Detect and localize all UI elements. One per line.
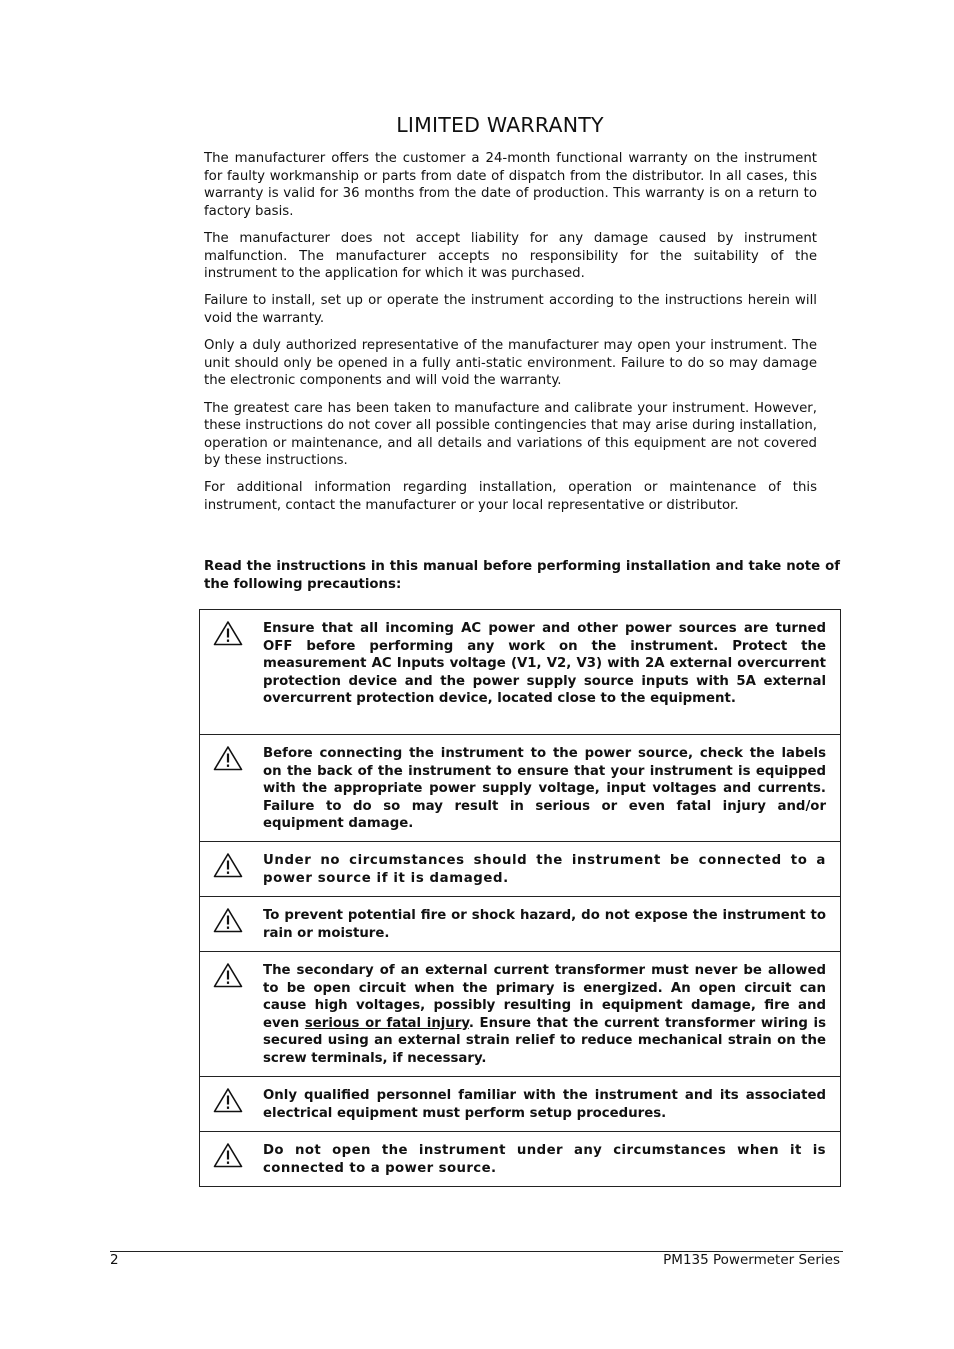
warranty-paragraph: The greatest care has been taken to manufacture and calibrate your instrument. However, these instructions do not cover all possible contingencies that may arise during installation, operation or maintenance, and all details and variations of this equipment are not covered by these instructions. [204, 400, 817, 469]
warning-row [200, 897, 841, 952]
page-title: LIMITED WARRANTY [396, 113, 604, 137]
warning-triangle-icon [213, 852, 243, 878]
warning-row [200, 610, 841, 735]
warning-cell [200, 735, 840, 841]
warning-row [200, 842, 841, 897]
warning-triangle-icon [213, 745, 243, 771]
warranty-paragraph: For additional information regarding installation, operation or maintenance of this instrument, contact the manufacturer or your local representative or distributor. [204, 480, 817, 514]
warning-triangle-icon [213, 1087, 243, 1113]
warning-triangle-icon [213, 962, 243, 988]
warning-text: Under no circumstances should the instrument be connected to a power source if it is damaged. [263, 853, 826, 886]
warning-text: Before connecting the instrument to the power source, check the labels on the back of the instrument to ensure that your instrument is equipped with the appropriate power supply voltage, input voltages and currents. Failure to do so may result in serious or even fatal injury and/or equipment damage. [263, 746, 826, 832]
warning-triangle-icon [213, 1142, 243, 1168]
warning-cell [200, 952, 840, 1076]
warning-row [200, 1132, 841, 1187]
warning-cell [200, 610, 840, 734]
warning-triangle-icon [213, 620, 243, 646]
warning-row [200, 1077, 841, 1132]
warning-text: Ensure that all incoming AC power and other power sources are turned OFF before performing any work on the instrument. Protect the measurement AC Inputs voltage (V1, V2, V3) with 2A external overcurrent protection device and the power supply source inputs with 5A external overcurrent protection device, located close to the equipment. [263, 621, 826, 707]
warning-text: Do not open the instrument under any circumstances when it is connected to a power source. [263, 1143, 826, 1176]
warranty-paragraph: The manufacturer does not accept liability for any damage caused by instrument malfunction. The manufacturer accepts no responsibility for the suitability of the instrument to the application for which it was purchased. [204, 230, 817, 282]
warning-text: Only qualified personnel familiar with the instrument and its associated electrical equipment must perform setup procedures. [263, 1088, 826, 1121]
warning-cell [200, 1132, 840, 1186]
warning-cell [200, 897, 840, 951]
warning-emphasis: serious or fatal injury [304, 1015, 469, 1031]
warranty-paragraph: Failure to install, set up or operate the instrument according to the instructions herein will void the warranty. [204, 293, 817, 326]
warning-cell [200, 1077, 840, 1131]
footer-series-name: PM135 Powermeter Series [663, 1252, 840, 1268]
warranty-text [204, 150, 817, 524]
warning-text [263, 962, 826, 1068]
page-number: 2 [110, 1252, 119, 1268]
warranty-paragraph: Only a duly authorized representative of the manufacturer may open your instrument. The unit should only be opened in a fully anti-static environment. Failure to do so may damage the electronic components and will void the warranty. [204, 338, 817, 389]
warning-text-part: . Ensure that the current transformer wiring is secured using an external strain relief to reduce mechanical strain on the screw terminals, if necessary. [263, 1015, 826, 1066]
warnings-table [199, 609, 841, 1187]
warning-row [200, 735, 841, 842]
precaution-intro: Read the instructions in this manual before performing installation and take note of the following precautions: [204, 559, 840, 592]
warranty-paragraph: The manufacturer offers the customer a 24-month functional warranty on the instrument for faulty workmanship or parts from date of dispatch from the distributor. In all cases, this warranty is valid for 36 months from the date of production. This warranty is on a return to factory basis. [204, 151, 817, 219]
warning-text: To prevent potential fire or shock hazard, do not expose the instrument to rain or moisture. [263, 908, 826, 941]
warning-triangle-icon [213, 907, 243, 933]
warning-text-part: The secondary of an external current transformer must never be allowed to be open circuit when the primary is energized. An open circuit can cause high voltages, possibly resulting in equipment damage, fire and even [263, 963, 826, 1031]
warning-cell [200, 842, 840, 896]
warning-row [200, 952, 841, 1077]
